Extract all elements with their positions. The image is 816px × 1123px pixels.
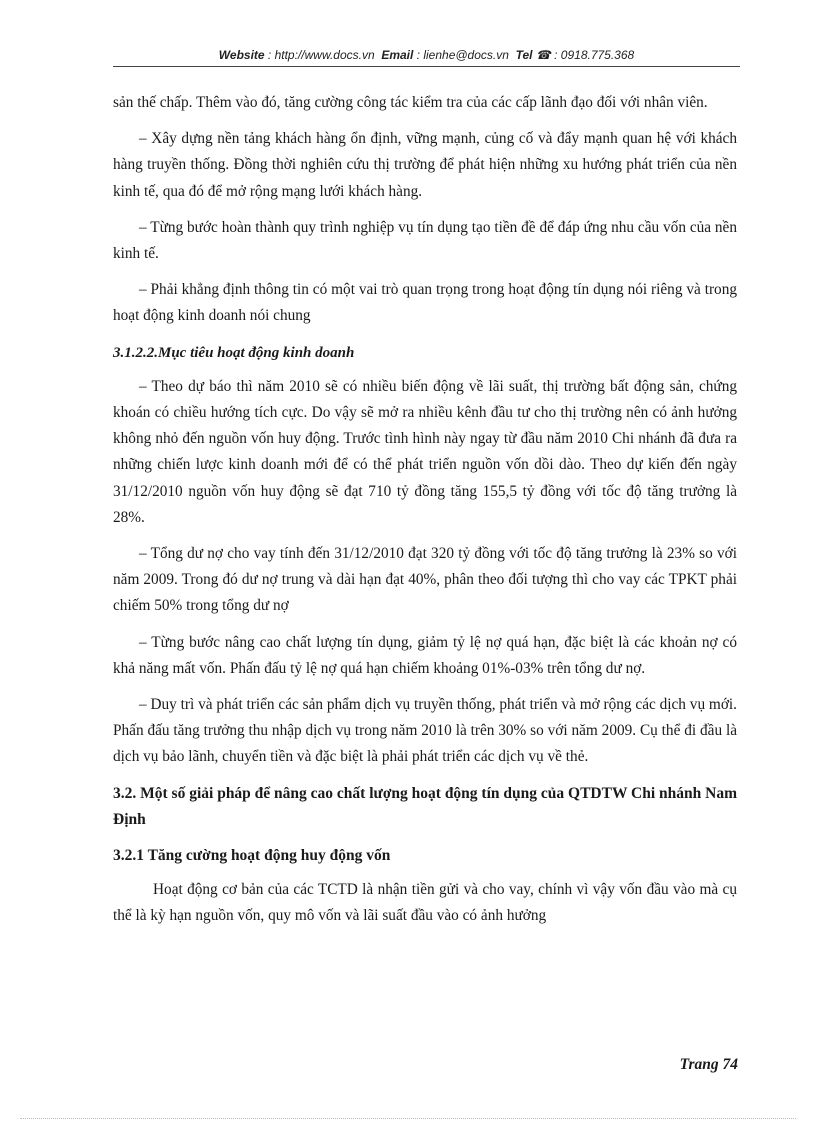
bullet-paragraph: – Duy trì và phát triển các sản phẩm dịch vụ truyền thống, phát triển và mở rộng các dịch vụ mới. Phấn đấu tăng trưởng thu nhập dịch vụ trong năm 2010 là trên 30% so với năm 2009. Cụ thể đi đầu là dịch vụ bảo lãnh, chuyển tiền và đặc biệt là phải phát triển các dịch vụ về thẻ.	[113, 696, 737, 766]
header-divider	[113, 66, 740, 67]
tel-label: Tel	[515, 48, 533, 62]
bullet-paragraph: – Từng bước nâng cao chất lượng tín dụng, giảm tỷ lệ nợ quá hạn, đặc biệt là các khoản nợ có khả năng mất vốn. Phấn đấu tỷ lệ nợ quá hạn chiếm khoảng 01%-03% trên tổng dư nợ.	[113, 633, 737, 677]
paragraph: sản thế chấp. Thêm vào đó, tăng cường công tác kiểm tra của các cấp lãnh đạo đối với nhân viên.	[113, 94, 708, 111]
bullet-paragraph: – Từng bước hoàn thành quy trình nghiệp vụ tín dụng tạo tiền đề để đáp ứng nhu cầu vốn của nền kinh tế.	[113, 218, 737, 263]
bullet-paragraph: – Xây dựng nền tảng khách hàng ổn định, vững mạnh, củng cố và đẩy mạnh quan hệ với khách hàng truyền thống. Đồng thời nghiên cứu thị trường để phát hiện những xu hướng phát triển của nền kinh tế, qua đó để mở rộng mạng lưới khách hàng.	[113, 130, 737, 200]
paragraph: Hoạt động cơ bản của các TCTD là nhận tiền gửi và cho vay, chính vì vậy vốn đầu vào mà cụ thể là kỳ hạn nguồn vốn, quy mô vốn và lãi suất đầu vào có ảnh hưởng	[113, 881, 737, 925]
website-label: Website	[218, 48, 265, 62]
bullet-paragraph: – Tổng dư nợ cho vay tính đến 31/12/2010 đạt 320 tỷ đồng với tốc độ tăng trưởng là 23% so với năm 2009. Trong đó dư nợ trung và dài hạn đạt 40%, phân theo đối tượng thì cho vay các TPKT phải chiếm 50% trong tổng dư nợ	[113, 545, 737, 615]
section-heading: 3.2. Một số giải pháp để nâng cao chất lượng hoạt động tín dụng của QTDTW Chi nhánh Nam Định	[113, 784, 737, 828]
phone-icon: ☎	[535, 48, 551, 62]
subsection-heading: 3.2.1 Tăng cường hoạt động huy động vốn	[113, 847, 391, 865]
email-label: Email	[381, 48, 414, 62]
page-header	[113, 48, 740, 62]
tel-value: : 0918.775.368	[554, 48, 635, 62]
bullet-paragraph: – Theo dự báo thì năm 2010 sẽ có nhiều biến động về lãi suất, thị trường bất động sản, chứng khoán có chiều hướng tích cực. Do vậy sẽ mở ra nhiều kênh đầu tư cho thị trường nên có ảnh hưởng không nhỏ đến nguồn vốn huy động. Trước tình hình này ngay từ đầu năm 2010 Chi nhánh đã đưa ra những chiến lược kinh doanh mới để có thể phát triển nguồn vốn dồi dào. Theo dự kiến đến ngày 31/12/2010 nguồn vốn huy động sẽ đạt 710 tỷ đồng tăng 155,5 tỷ đồng với tốc độ tăng trưởng là 28%.	[113, 377, 737, 526]
section-subheading: 3.1.2.2.Mục tiêu hoạt động kinh doanh	[113, 344, 355, 361]
website-value: : http://www.docs.vn	[267, 48, 375, 62]
email-value: : lienhe@docs.vn	[416, 48, 509, 62]
document-body	[113, 90, 737, 940]
bullet-paragraph: – Phải khẳng định thông tin có một vai trò quan trọng trong hoạt động tín dụng nói riêng và trong hoạt động kinh doanh nói chung	[113, 281, 737, 325]
page-number: Trang 74	[679, 1056, 738, 1073]
footer-divider	[20, 1118, 796, 1119]
